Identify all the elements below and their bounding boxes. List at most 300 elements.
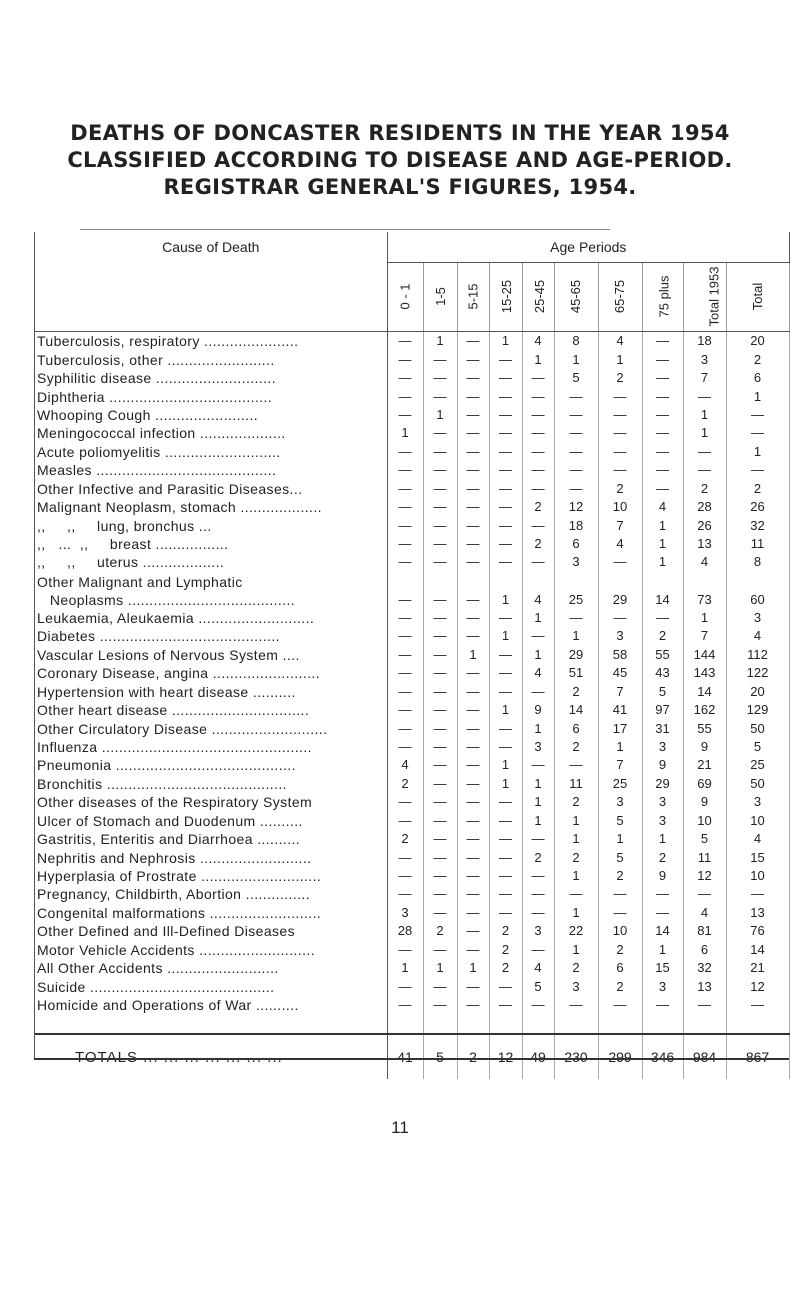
column-header-label: 25-45 [531,279,547,313]
value-cell: — [554,461,598,479]
table-row [35,922,789,940]
column-header [683,263,726,332]
value-cell: 1 [489,572,522,609]
value-cell: — [489,830,522,848]
value-cell: — [423,812,457,830]
value-cell: — [726,406,789,424]
value-cell: 1 [554,904,598,922]
spacer-cell [387,1014,423,1034]
table-row [35,941,789,959]
spacer-cell [457,1014,489,1034]
value-cell: — [387,535,423,553]
totals-cell: 41 [387,1034,423,1079]
value-cell: 10 [598,922,642,940]
value-cell: 1 [522,775,554,793]
value-cell: — [457,369,489,387]
cause-cell: Diabetes .......................................... [35,627,387,645]
value-cell: 4 [522,572,554,609]
value-cell: — [489,646,522,664]
value-cell: — [522,387,554,405]
value-cell: 5 [554,369,598,387]
column-header-label: Total [750,282,766,310]
value-cell: 2 [423,922,457,940]
value-cell: 25 [554,572,598,609]
cause-cell: Ulcer of Stomach and Duodenum .......... [35,812,387,830]
value-cell: 2 [598,977,642,995]
value-cell: — [554,996,598,1014]
value-cell: 122 [726,664,789,682]
column-header [598,263,642,332]
value-cell: — [387,885,423,903]
value-cell: 2 [522,498,554,516]
value-cell: 1 [598,350,642,368]
column-header [522,263,554,332]
value-cell: 3 [726,609,789,627]
value-cell: 1 [522,350,554,368]
value-cell: — [554,885,598,903]
value-cell: — [423,885,457,903]
column-header-label: 75 plus [655,275,671,317]
value-cell: 25 [726,756,789,774]
cause-cell: Diphtheria ...................................... [35,387,387,405]
value-cell: — [387,664,423,682]
value-cell: 1 [598,738,642,756]
value-cell: — [423,793,457,811]
top-rule [80,229,610,230]
cause-cell: Syphilitic disease ............................ [35,369,387,387]
value-cell: 1 [423,959,457,977]
value-cell: 9 [683,738,726,756]
value-cell: 3 [642,793,683,811]
value-cell: 13 [683,535,726,553]
value-cell: 7 [598,516,642,534]
value-cell: — [522,627,554,645]
value-cell: — [598,443,642,461]
value-cell: 1 [642,535,683,553]
value-cell: — [423,516,457,534]
value-cell: 1 [642,553,683,571]
value-cell: — [457,572,489,609]
value-cell: 2 [554,738,598,756]
page-number: 11 [391,1118,409,1137]
value-cell: — [642,406,683,424]
value-cell: 18 [683,332,726,351]
value-cell: 2 [387,830,423,848]
value-cell: — [457,701,489,719]
value-cell: — [489,885,522,903]
value-cell: 4 [522,332,554,351]
table-row [35,904,789,922]
value-cell: — [387,461,423,479]
value-cell: — [726,424,789,442]
value-cell: — [387,627,423,645]
totals-label: TOTALS ... ... ... ... ... ... ... [35,1034,387,1079]
title-line-3: REGISTRAR GENERAL'S FIGURES, 1954. [163,175,637,199]
value-cell: — [423,867,457,885]
value-cell: — [423,719,457,737]
value-cell: — [522,424,554,442]
value-cell: 25 [598,775,642,793]
value-cell: — [457,738,489,756]
value-cell: 81 [683,922,726,940]
value-cell: 20 [726,332,789,351]
value-cell: 10 [726,867,789,885]
value-cell: — [642,350,683,368]
value-cell: 29 [554,646,598,664]
table-row [35,775,789,793]
value-cell: — [387,701,423,719]
column-header [489,263,522,332]
value-cell: — [387,682,423,700]
totals-row [35,1034,789,1079]
value-cell: — [457,443,489,461]
value-cell: — [423,738,457,756]
value-cell: — [423,996,457,1014]
value-cell: 1 [457,959,489,977]
value-cell: — [423,387,457,405]
value-cell: — [457,904,489,922]
value-cell: 2 [642,627,683,645]
page-heading [0,120,800,201]
value-cell: 1 [683,424,726,442]
cause-label-continued: Neoplasms ....................................... [37,591,296,608]
spacer-cell [726,1014,789,1034]
value-cell: 1 [522,646,554,664]
value-cell: — [423,701,457,719]
value-cell: — [489,996,522,1014]
value-cell: — [489,387,522,405]
value-cell: 14 [554,701,598,719]
value-cell: — [489,516,522,534]
value-cell: 129 [726,701,789,719]
table-row [35,885,789,903]
value-cell: — [423,627,457,645]
value-cell: 1 [554,627,598,645]
table-row [35,682,789,700]
value-cell: 1 [387,959,423,977]
value-cell: 15 [726,848,789,866]
value-cell: 14 [642,922,683,940]
value-cell: — [642,996,683,1014]
value-cell: 1 [423,332,457,351]
spacer-cell [35,1014,387,1034]
value-cell: 1 [489,775,522,793]
value-cell: — [522,830,554,848]
cause-cell: Other Infective and Parasitic Diseases... [35,480,387,498]
value-cell: 41 [598,701,642,719]
table-row [35,498,789,516]
value-cell: — [387,941,423,959]
value-cell: 12 [683,867,726,885]
value-cell: — [489,848,522,866]
value-cell: 1 [489,701,522,719]
value-cell: 3 [387,904,423,922]
value-cell: 11 [726,535,789,553]
table-row [35,867,789,885]
value-cell: — [489,369,522,387]
value-cell: 18 [554,516,598,534]
column-header-label: 5-15 [465,282,481,310]
value-cell: — [489,498,522,516]
value-cell: 1 [554,941,598,959]
value-cell: — [554,387,598,405]
value-cell: — [387,443,423,461]
value-cell: — [683,443,726,461]
value-cell: — [457,775,489,793]
column-header [423,263,457,332]
cause-cell: Tuberculosis, other ......................... [35,350,387,368]
value-cell: 6 [554,535,598,553]
value-cell: — [489,682,522,700]
cause-cell: Influenza ................................................. [35,738,387,756]
value-cell: 1 [554,350,598,368]
cause-cell: Acute poliomyelitis ........................... [35,443,387,461]
value-cell: — [387,480,423,498]
value-cell: 2 [554,959,598,977]
value-cell: 55 [642,646,683,664]
spacer-cell [489,1014,522,1034]
value-cell: — [642,387,683,405]
value-cell: 7 [683,627,726,645]
value-cell: 1 [522,793,554,811]
value-cell: 144 [683,646,726,664]
value-cell: 1 [554,830,598,848]
value-cell: 1 [489,332,522,351]
value-cell: — [489,609,522,627]
totals-cell: 299 [598,1034,642,1079]
value-cell: 3 [598,627,642,645]
value-cell: 10 [683,812,726,830]
value-cell: 9 [522,701,554,719]
table-row [35,387,789,405]
cause-cell: All Other Accidents .......................... [35,959,387,977]
value-cell: 12 [554,498,598,516]
table-row [35,738,789,756]
value-cell: 5 [522,977,554,995]
table-row [35,350,789,368]
cause-cell: Pneumonia .......................................... [35,756,387,774]
value-cell: 2 [522,848,554,866]
totals-cell: 2 [457,1034,489,1079]
spacer-cell [642,1014,683,1034]
value-cell: — [683,885,726,903]
table-row [35,516,789,534]
value-cell: — [642,480,683,498]
value-cell: — [522,461,554,479]
value-cell: — [423,535,457,553]
value-cell: — [457,867,489,885]
cause-cell: Gastritis, Enteritis and Diarrhoea .......... [35,830,387,848]
value-cell: — [423,350,457,368]
cause-cell: Leukaemia, Aleukaemia ........................... [35,609,387,627]
value-cell: 60 [726,572,789,609]
value-cell: — [387,553,423,571]
value-cell: 15 [642,959,683,977]
value-cell: — [522,996,554,1014]
value-cell: 51 [554,664,598,682]
value-cell: — [554,756,598,774]
value-cell: 3 [598,793,642,811]
value-cell: 2 [598,867,642,885]
value-cell: 7 [598,682,642,700]
table-row [35,812,789,830]
value-cell: 7 [598,756,642,774]
value-cell: 76 [726,922,789,940]
value-cell: — [423,369,457,387]
value-cell: — [642,885,683,903]
value-cell: 29 [598,572,642,609]
column-header-label: 1-5 [432,286,448,306]
value-cell: 1 [423,406,457,424]
value-cell: 3 [522,738,554,756]
value-cell: 3 [726,793,789,811]
value-cell: 3 [554,977,598,995]
table-row [35,332,789,351]
value-cell: 43 [642,664,683,682]
value-cell: 4 [598,535,642,553]
totals-cell: 5 [423,1034,457,1079]
value-cell: — [423,572,457,609]
column-header [457,263,489,332]
value-cell: — [457,812,489,830]
table-row [35,664,789,682]
totals-cell: 867 [726,1034,789,1079]
column-header [726,263,789,332]
value-cell: 6 [554,719,598,737]
value-cell: — [457,553,489,571]
value-cell: — [387,516,423,534]
value-cell: 3 [642,738,683,756]
value-cell: 1 [726,443,789,461]
totals-cell: 346 [642,1034,683,1079]
value-cell: — [457,664,489,682]
table-row [35,719,789,737]
value-cell: 6 [598,959,642,977]
value-cell: 2 [726,480,789,498]
value-cell: — [387,646,423,664]
value-cell: — [457,609,489,627]
column-header-label: 0 - 1 [397,282,413,310]
table-row [35,480,789,498]
value-cell: — [489,350,522,368]
value-cell: — [489,867,522,885]
cause-cell: Nephritis and Nephrosis .......................... [35,848,387,866]
value-cell: — [423,443,457,461]
cause-cell: Tuberculosis, respiratory ...................... [35,332,387,351]
value-cell: 26 [683,516,726,534]
value-cell: 97 [642,701,683,719]
value-cell: 69 [683,775,726,793]
value-cell: — [457,406,489,424]
value-cell: 13 [726,904,789,922]
value-cell: 4 [522,959,554,977]
value-cell: — [489,664,522,682]
value-cell: — [457,885,489,903]
value-cell: 28 [683,498,726,516]
value-cell: 9 [642,867,683,885]
value-cell: — [489,461,522,479]
value-cell: 55 [683,719,726,737]
value-cell: — [554,406,598,424]
cause-cell: Bronchitis .......................................... [35,775,387,793]
column-header [642,263,683,332]
value-cell: 8 [554,332,598,351]
value-cell: — [457,922,489,940]
value-cell: — [457,535,489,553]
value-cell: — [489,424,522,442]
value-cell: — [387,848,423,866]
cause-cell: Vascular Lesions of Nervous System .... [35,646,387,664]
value-cell: — [489,535,522,553]
column-header-label: 65-75 [612,279,628,313]
table-row [35,793,789,811]
value-cell: — [522,480,554,498]
value-cell: — [423,848,457,866]
value-cell: 17 [598,719,642,737]
value-cell: — [387,609,423,627]
value-cell: 2 [522,535,554,553]
value-cell: — [387,719,423,737]
value-cell: 50 [726,775,789,793]
value-cell: — [423,941,457,959]
value-cell: — [387,977,423,995]
value-cell: — [457,848,489,866]
cause-cell: Pregnancy, Childbirth, Abortion ............... [35,885,387,903]
value-cell: 12 [726,977,789,995]
cause-cell: Homicide and Operations of War .......... [35,996,387,1014]
value-cell: — [522,553,554,571]
table-row [35,701,789,719]
value-cell: — [423,461,457,479]
value-cell: 29 [642,775,683,793]
value-cell: 2 [598,369,642,387]
spacer-cell [554,1014,598,1034]
value-cell: 2 [726,350,789,368]
value-cell: 10 [598,498,642,516]
value-cell: — [457,461,489,479]
cause-cell: Other Circulatory Disease ........................... [35,719,387,737]
value-cell: — [683,461,726,479]
value-cell: 1 [642,941,683,959]
value-cell: — [457,941,489,959]
value-cell: 21 [726,959,789,977]
column-header [554,263,598,332]
value-cell: — [598,387,642,405]
value-cell: 22 [554,922,598,940]
cause-cell: Hyperplasia of Prostrate ............................ [35,867,387,885]
value-cell: 50 [726,719,789,737]
value-cell: 4 [387,756,423,774]
value-cell: — [423,830,457,848]
column-header-label: 45-65 [568,279,584,313]
value-cell: 32 [726,516,789,534]
value-cell: — [387,332,423,351]
value-cell: 1 [387,424,423,442]
table-row [35,996,789,1014]
value-cell: 3 [554,553,598,571]
value-cell: — [598,424,642,442]
value-cell: — [554,480,598,498]
value-cell: 143 [683,664,726,682]
value-cell: 1 [554,867,598,885]
spacer-cell [522,1014,554,1034]
value-cell: 1 [522,609,554,627]
value-cell: — [726,996,789,1014]
value-cell: — [423,646,457,664]
value-cell: 1 [489,627,522,645]
value-cell: 32 [683,959,726,977]
value-cell: 4 [726,830,789,848]
